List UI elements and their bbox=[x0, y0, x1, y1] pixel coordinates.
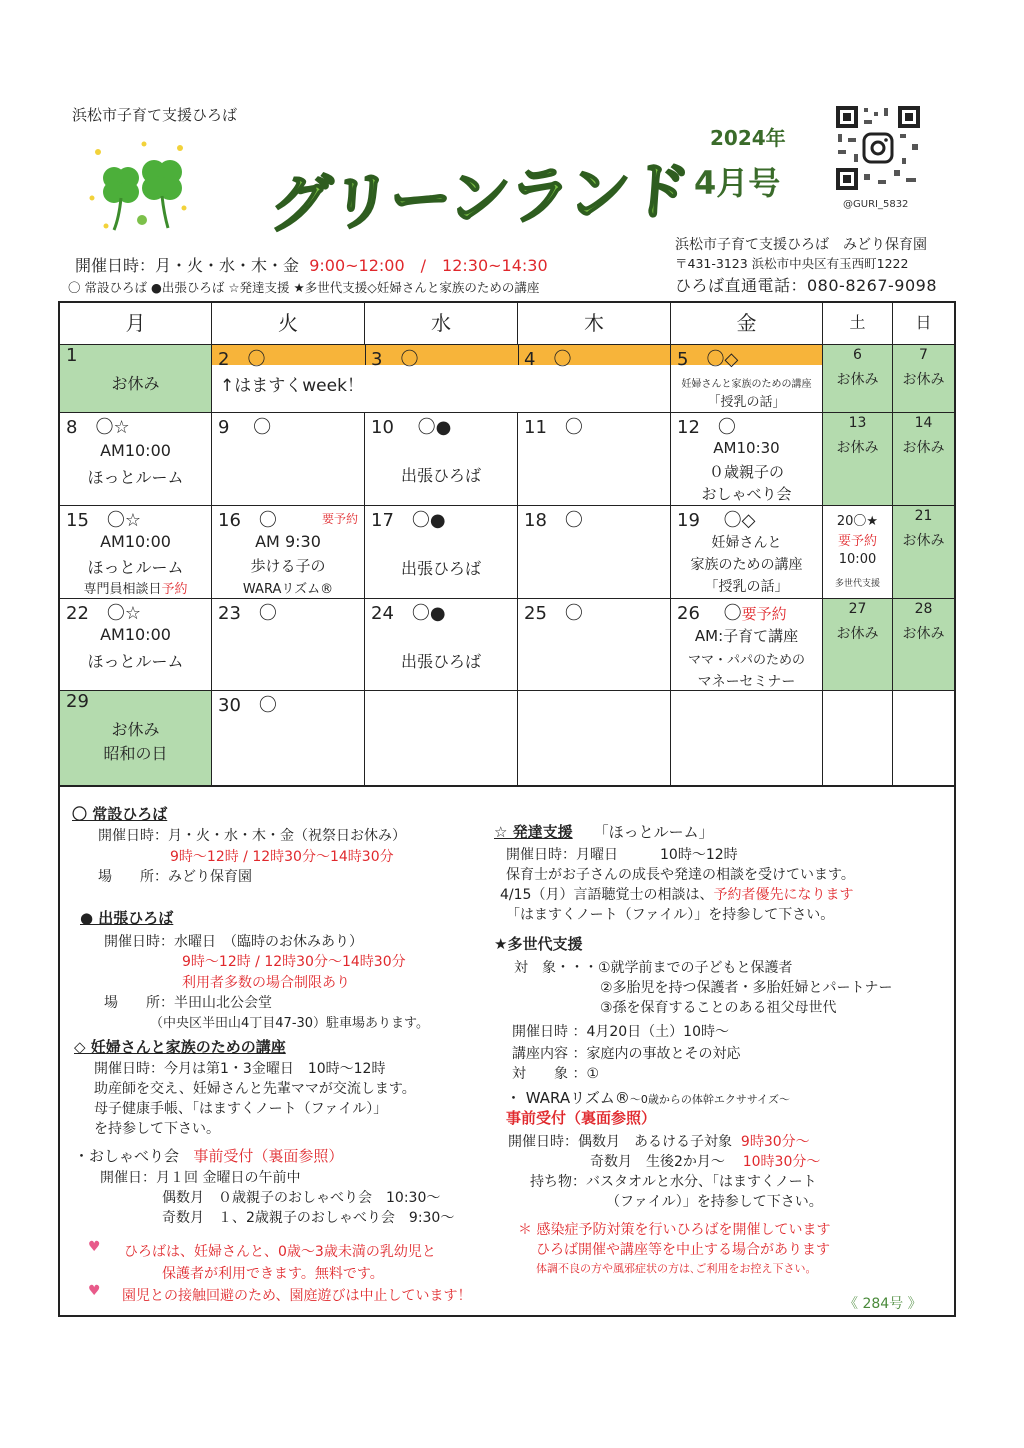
section-heading: ◇ 妊婦さんと家族のための講座 bbox=[74, 1038, 286, 1056]
day-cell: 7 お休み bbox=[893, 345, 954, 413]
day-cell: 2 〇 bbox=[212, 345, 365, 413]
section-heading: ・おしゃべり会 事前受付（裏面参照） bbox=[74, 1147, 344, 1165]
clover-illustration bbox=[84, 138, 194, 238]
info-section: 〇 常設ひろば 開催日時：月・火・水・木・金（祝祭日お休み） 9時～12時 / 12時30分～14時30分 場 所：みどり保育園 ● 出張ひろば 開催日時：水曜日 （臨時のお休みあり） 9時～12時 / 12時30分～14時30分 利用者多数の場合制限あり 場 所：半田山北公会堂 （中央区半田山4丁目47-30）駐車場あります。 ◇ 妊婦さんと家族のための講座 開催日時：今月は第1・3金曜日 10時～12時 助産師を交え、妊婦さんと先輩ママが交流します。 母子健康手帳、「はますくノート（ファイル）」 を持参して下さい。 ・おしゃべり会 事前受付（裏面参照） 開催日：月１回 金曜日の午前中 偶数月 ０歳親子のおしゃべり会 10:30～ 奇数月 １、2歳親子のおしゃべり会 9:30～ ♥ ひろばは、妊婦さんと、0歳～3歳未満の乳幼児と 保護者が利用できます。無料です。 ♥ 園児との接触回避のため、園庭遊びは中止しています！ ☆ 発達支援 「ほっとルーム」 開催日時：月曜日 10時～12時 保育士がお子さんの成長や発達の相談を受けています。 4/15（月）言語聴覚士の相談は、予約者優先になります 「はますくノート（ファイル）」を持参して下さい。 ★多世代支援 対 象・・・①就学前までの子どもと保護者 ②多胎児を持つ保護者・多胎妊婦とパートナー ③孫を保育することのある祖父母世代 開催日時 ：4月20日（土）10時～ 講座内容 ：家庭内の事故とその対応 対 象 ：① ・ WARAリズム®～0歳からの体幹エクササイズ～ 事前受付（裏面参照） 開催日時：偶数月 あるける子対象 9時30分～ 奇数月 生後2か月～ 10時30分～ 持ち物：バスタオルと水分、「はますくノート （ファイル）」を持参して下さい。 ＊ 感染症予防対策を行いひろばを開催しています ひろば開催や講座等を中止する場合があります 体調不良の方や風邪症状の方は､ご利用をお控え下さい｡ 《 284号 》 bbox=[58, 787, 956, 1317]
day-cell: 3 〇 bbox=[365, 345, 518, 413]
info-text: 開催日時 ：4月20日（土）10時～ bbox=[512, 1024, 729, 1040]
day-cell bbox=[893, 691, 954, 785]
info-text: 場 所：半田山北公会堂 bbox=[104, 995, 272, 1011]
info-text: 母子健康手帳、「はますくノート（ファイル）」 bbox=[94, 1101, 388, 1117]
issue-label: 4月号 bbox=[694, 164, 781, 202]
day-cell: 30 〇 bbox=[212, 691, 365, 785]
notice-text: 園児との接触回避のため、園庭遊びは中止しています！ bbox=[122, 1288, 472, 1304]
day-cell: 5 〇◇ 妊婦さんと家族のための講座 「授乳の話」 bbox=[671, 345, 823, 413]
day-cell: 26 〇要予約 AM:子育て講座 ママ・パパのための マネーセミナー bbox=[671, 599, 823, 691]
info-text: 9時～12時 / 12時30分～14時30分 bbox=[182, 954, 406, 970]
org-name: 浜松市子育て支援ひろば bbox=[72, 106, 238, 124]
info-text: 開催日時：月・火・水・木・金（祝祭日お休み） bbox=[98, 828, 406, 844]
weekday-wed: 水 bbox=[365, 303, 518, 345]
hours-time: 9:00~12:00 / 12:30~14:30 bbox=[309, 256, 548, 275]
info-text: 開催日時：月曜日 10時～12時 bbox=[506, 847, 738, 863]
info-text: 開催日時：今月は第1・3金曜日 10時～12時 bbox=[94, 1061, 386, 1077]
day-cell: 1 お休み bbox=[60, 345, 212, 413]
day-cell: 11 〇 bbox=[518, 413, 671, 506]
issue-number: 《 284号 》 bbox=[844, 1296, 922, 1312]
warning-text: 体調不良の方や風邪症状の方は､ご利用をお控え下さい｡ bbox=[536, 1262, 811, 1275]
day-cell: 8 〇☆ AM10:00 ほっとルーム bbox=[60, 413, 212, 506]
info-text: ②多胎児を持つ保護者・多胎妊婦とパートナー bbox=[600, 980, 893, 996]
day-cell: 20〇★ 要予約 10:00 多世代支援 bbox=[823, 506, 893, 599]
day-cell: 12 〇 AM10:30 ０歳親子の おしゃべり会 bbox=[671, 413, 823, 506]
weekday-sun: 日 bbox=[893, 303, 954, 345]
section-heading: ☆ 発達支援 「ほっとルーム」 bbox=[494, 823, 714, 841]
info-text: 講座内容 ：家庭内の事故とその対応 bbox=[512, 1046, 741, 1062]
heart-icon: ♥ bbox=[88, 1239, 101, 1255]
info-text: 「はますくノート（ファイル）」を持参して下さい。 bbox=[506, 907, 835, 923]
calendar-grid bbox=[58, 301, 956, 787]
info-text: 偶数月 ０歳親子のおしゃべり会 10:30～ bbox=[162, 1190, 441, 1206]
day-cell: 27 お休み bbox=[823, 599, 893, 691]
day-cell bbox=[671, 691, 823, 785]
weekday-mon: 月 bbox=[60, 303, 212, 345]
section-heading: ・ WARAリズム®～0歳からの体幹エクササイズ～ bbox=[506, 1089, 790, 1107]
day-cell: 10 〇● 出張ひろば bbox=[365, 413, 518, 506]
section-heading: 〇 常設ひろば bbox=[72, 805, 168, 823]
instagram-handle: @GURI_5832 bbox=[843, 199, 909, 210]
info-text: 事前受付（裏面参照） bbox=[506, 1109, 657, 1127]
legend: 〇 常設ひろば ●出張ひろば ☆発達支援 ★多世代支援◇妊婦さんと家族のための講座 bbox=[68, 280, 540, 295]
info-text: （中央区半田山4丁目47-30）駐車場あります。 bbox=[150, 1016, 430, 1031]
info-text: 助産師を交え、妊婦さんと先輩ママが交流します。 bbox=[94, 1081, 416, 1097]
info-text: 対 象 ：① bbox=[512, 1066, 600, 1082]
contact-address: 〒431-3123 浜松市中央区有玉西町1222 bbox=[675, 256, 909, 271]
heart-icon: ♥ bbox=[88, 1283, 101, 1299]
weekday-sat: 土 bbox=[823, 303, 893, 345]
hours-days: 開催日時：月・火・水・木・金 bbox=[75, 256, 300, 275]
day-cell: 18 〇 bbox=[518, 506, 671, 599]
day-cell bbox=[518, 691, 671, 785]
contact-phone[interactable]: ひろば直通電話：080-8267-9098 bbox=[675, 276, 938, 295]
opening-hours bbox=[75, 253, 548, 276]
day-cell: 13 お休み bbox=[823, 413, 893, 506]
day-cell: 25 〇 bbox=[518, 599, 671, 691]
info-text: を持参して下さい。 bbox=[94, 1121, 220, 1137]
day-cell: 17 〇● 出張ひろば bbox=[365, 506, 518, 599]
weekday-thu: 木 bbox=[518, 303, 671, 345]
day-cell: 16 〇 要予約 AM 9:30 歩ける子の WARAリズム® bbox=[212, 506, 365, 599]
day-cell: 24 〇● 出張ひろば bbox=[365, 599, 518, 691]
day-cell: 14 お休み bbox=[893, 413, 954, 506]
day-cell: 15 〇☆ AM10:00 ほっとルーム 専門員相談日予約 bbox=[60, 506, 212, 599]
day-cell: 21 お休み bbox=[893, 506, 954, 599]
warning-text: ＊ 感染症予防対策を行いひろばを開催しています bbox=[518, 1222, 831, 1238]
info-text: 開催日：月１回 金曜日の午前中 bbox=[100, 1170, 301, 1186]
qr-code-icon[interactable] bbox=[834, 104, 922, 192]
info-text: 奇数月 １、2歳親子のおしゃべり会 9:30～ bbox=[162, 1210, 455, 1226]
day-cell: 6 お休み bbox=[823, 345, 893, 413]
day-cell: 19 〇◇ 妊婦さんと 家族のための講座 「授乳の話」 bbox=[671, 506, 823, 599]
day-cell: 4 〇 bbox=[518, 345, 671, 413]
info-text: 持ち物：バスタオルと水分、「はますくノート bbox=[530, 1174, 817, 1190]
weekday-fri: 金 bbox=[671, 303, 823, 345]
day-cell bbox=[823, 691, 893, 785]
info-text: 開催日時：水曜日 （臨時のお休みあり） bbox=[104, 934, 363, 950]
info-text: 対 象・・・①就学前までの子どもと保護者 bbox=[514, 960, 793, 976]
info-text: 保育士がお子さんの成長や発達の相談を受けています。 bbox=[506, 867, 855, 883]
info-text: 利用者多数の場合制限あり bbox=[182, 975, 350, 991]
weekday-tue: 火 bbox=[212, 303, 365, 345]
info-text: （ファイル）」を持参して下さい。 bbox=[606, 1194, 823, 1210]
day-cell: 9 〇 bbox=[212, 413, 365, 506]
section-heading: ★多世代支援 bbox=[494, 935, 583, 953]
info-text: 9時～12時 / 12時30分～14時30分 bbox=[170, 849, 394, 865]
notice-text: 保護者が利用できます。無料です。 bbox=[162, 1266, 384, 1282]
day-cell: 29 お休み 昭和の日 bbox=[60, 691, 212, 785]
warning-text: ひろば開催や講座等を中止する場合があります bbox=[536, 1242, 830, 1258]
info-text: ③孫を保育することのある祖父母世代 bbox=[600, 1000, 837, 1016]
day-cell: 28 お休み bbox=[893, 599, 954, 691]
day-cell: 23 〇 bbox=[212, 599, 365, 691]
newsletter-title: グリーンランド bbox=[267, 153, 691, 242]
section-heading: ● 出張ひろば bbox=[80, 909, 174, 927]
notice-text: ひろばは、妊婦さんと、0歳～3歳未満の乳幼児と bbox=[124, 1244, 436, 1260]
year-label: 2024年 bbox=[710, 126, 786, 150]
day-cell: 22 〇☆ AM10:00 ほっとルーム bbox=[60, 599, 212, 691]
hamasuku-week-note: ↑はますくweek！ bbox=[220, 376, 364, 396]
contact-org: 浜松市子育て支援ひろば みどり保育園 bbox=[675, 237, 927, 253]
day-cell bbox=[365, 691, 518, 785]
info-text: 場 所：みどり保育園 bbox=[98, 869, 252, 885]
